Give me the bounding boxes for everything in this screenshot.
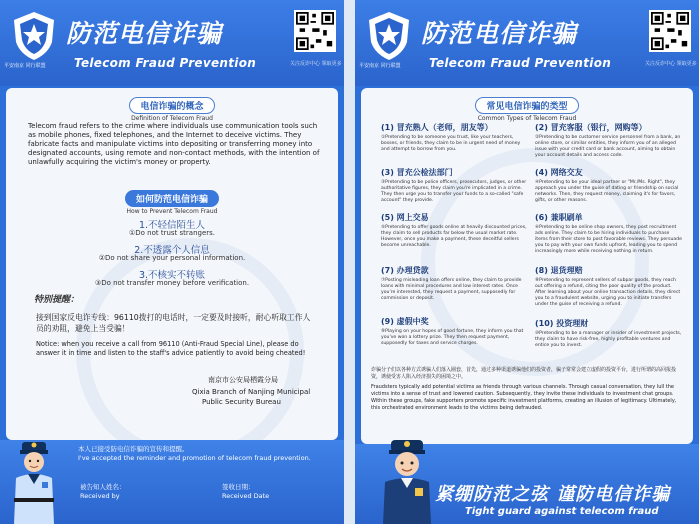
fraud-type-text: ①Pretending to be someone you trust, like your teachers, bosses, or friends, they claim to be in urgent need of money and attempt to borrow from you. [381,135,521,152]
signature-en-1: Qixia Branch of Nanjing Municipal [192,388,311,396]
fraud-type-text: ⑦Posting misleading loan offers online, they claim to provide loans with minimal procedures and low interest rates. Once you're interested, they request a payment, supposedly for commission or deposit. [381,278,522,301]
badge-caption: 平安南京 同行联盟 [4,63,46,69]
signature-cn: 南京市公安局栖霞分局 [208,376,278,384]
signature-en-2: Public Security Bureau [202,398,281,406]
right-header [355,0,699,86]
received-by-label: 被告知人姓名： [80,483,126,491]
fraud-type-title: (6) 兼职刷单 [535,213,583,222]
received-date-label: 签收日期： [222,483,255,491]
fraud-type-3 [381,167,529,204]
title-cn: 防范电信诈骗 [66,19,223,48]
police-officer-icon [8,438,60,524]
fraud-type-text: ⑧Pretending to represent sellers of subpar goods, they reach out offering a refund, citing the poor quality of the product. After learning about your online transaction details, they direct you to a fraudulent website, urging you to initiate transfers under the guise of receiving a refund. [535,278,681,307]
fraud-type-text: ⑩Pretending to be a manager or insider of investment projects, they claim to have risk-free, highly profitable ventures and entice you to invest. [535,331,682,348]
fraud-type-6 [535,212,683,255]
definition-heading [6,94,338,122]
ack-cn: 本人已接受防电信诈骗的宣传和提醒。 [78,445,189,453]
reminder-en: Notice: when you receive a call from 96110 (Anti-Fraud Special Line), please do answer it in time and listen to the staff's advice patiently to avoid being cheated! [36,340,306,357]
qr-code-icon[interactable] [294,10,336,52]
fraud-type-text: ⑤Pretending to offer goods online at heavily discounted prices, they claim to sell products far below the usual market rate. However, once you make a payment, these deceitful sellers become unreachable. [381,225,527,248]
right-flyer [355,0,699,524]
fraud-type-title: (10) 投资理财 [535,319,589,328]
title-en: Telecom Fraud Prevention [74,56,257,70]
closing-cn: 诈骗分子们以各种方式诱骗人们落入圈套，首先，通过多种渠道诱骗他们的投资者，骗子常常会建立虚假的投资平台，进行所谓的高回报投资，诱使受害人陷入经济损失的困境之中。 [371,367,677,380]
qr-caption: 关注反诈中心 领取更多 [645,61,697,67]
definition-body: Telecom fraud refers to the crime where individuals use communication tools such as mobile phones, fixed telephones, and the Internet to deceive victims. They fabricate facts and manipulate victims into depositing or transferring money into designated accounts, using remote and non-contact methods, with the intention of unlawfully acquiring the victim's money or property. [28,122,320,166]
right-card [361,88,693,444]
types-subtitle: Common Types of Telecom Fraud [477,115,577,122]
slogan-en: Tight guard against telecom fraud [465,506,659,517]
rule-1-cn: 1.不轻信陌生人 [138,220,206,231]
title-cn: 防范电信诈骗 [421,19,578,48]
closing-en: Fraudsters typically add potential victims as friends through various channels. Through casual conversation, they lull the victims into a sense of trust and lowered caution. Subsequently, they invite these individuals to investment chat groups. Within these groups, fake supporters promote specific investment platforms, creating an illusion of legitimacy. Ultimately, this orchestrated environment leads to the victims being defrauded. [371,384,677,411]
fraud-type-4 [535,167,683,204]
fraud-type-title: (5) 网上交易 [381,213,429,222]
rule-2-cn: 2.不透露个人信息 [134,245,210,256]
fraud-type-title: (3) 冒充公检法部门 [381,168,453,177]
fraud-type-text: ②Pretending to be customer service personnel from a bank, an online store, or similar entities, they inform you of an alleged issue with your credit card or bank account, aiming to obtain your account details and access code. [535,135,681,158]
fraud-type-text: ⑥Pretending to be online shop owners, they post recruitment ads online. They claim to be hiring individuals to purchase items from their store to post favorable reviews. They persuade you to pay with your own funds upfront, leading you to spend increasingly more while receiving nothing in return. [535,225,682,254]
fraud-type-title: (4) 网络交友 [535,168,583,177]
fraud-type-text: ⑨Playing on your hopes of good fortune, they inform you that you've won a lottery prize. They then request payment, supposedly for taxes and service charges. [381,329,524,346]
fraud-type-10 [535,318,683,349]
fraud-type-1 [381,122,529,153]
ack-en: I've accepted the reminder and promotion of telecom fraud prevention. [78,454,311,462]
fraud-type-title: (8) 退货理赔 [535,266,583,275]
fraud-type-text: ④Pretending to be your ideal partner or "Mr./Ms. Right", they approach you under the guise of dating or friendship on social networks. Then, they request money, claiming it's for favors, gifts, or other reasons. [535,180,679,203]
fraud-type-text: ③Pretending to be police officers, prosecutors, judges, or other authoritative figures, they claim you're implicated in a crime. They then urge you to transfer your funds to a so-called "safe account" they provide. [381,180,527,203]
left-header [0,0,344,86]
police-badge-icon [10,10,58,62]
left-card [6,88,338,440]
prevent-heading [6,187,338,215]
rule-3-cn: 3.不核实不转账 [138,270,206,281]
rule-1-en: ①Do not trust strangers. [128,229,216,237]
fraud-type-title: (1) 冒充熟人（老师，朋友等） [381,123,493,132]
fraud-type-7 [381,265,529,302]
fraud-type-9 [381,316,529,347]
fraud-type-5 [381,212,529,249]
police-badge-icon [365,10,413,62]
right-footer [355,444,699,524]
types-title: 常见电信诈骗的类型 [475,97,578,114]
badge-caption: 平安南京 同行联盟 [359,63,401,69]
reminder-label: 特别提醒： [34,295,80,305]
received-by-en: Received by [80,492,120,500]
types-heading [361,94,693,122]
definition-title: 电信诈骗的概念 [129,97,214,114]
received-date-en: Received Date [222,492,270,500]
qr-code-icon[interactable] [649,10,691,52]
fraud-type-title: (2) 冒充客服（银行，网购等） [535,123,647,132]
rule-3-en: ③Do not transfer money before verification. [94,279,250,287]
rule-2-en: ②Do not share your personal information. [98,254,246,262]
police-officer-icon [379,436,435,524]
fraud-type-title: (7) 办理贷款 [381,266,429,275]
fraud-type-2 [535,122,683,159]
reminder-cn: 接到国家反电诈专线：96110拨打的电话时，一定要及时接听，耐心听取工作人员的劝阻，避免上当受骗！ [36,313,311,333]
prevent-title: 如何防范电信诈骗 [125,190,219,207]
fraud-type-title: (9) 虚假中奖 [381,317,429,326]
qr-caption: 关注反诈中心 领取更多 [290,61,342,67]
left-footer [0,440,344,524]
title-en: Telecom Fraud Prevention [429,56,612,70]
prevent-subtitle: How to Prevent Telecom Fraud [126,208,218,215]
left-flyer [0,0,344,524]
fraud-type-8 [535,265,683,308]
slogan-cn: 紧绷防范之弦 谨防电信诈骗 [435,484,671,505]
definition-subtitle: Definition of Telecom Fraud [131,115,213,122]
